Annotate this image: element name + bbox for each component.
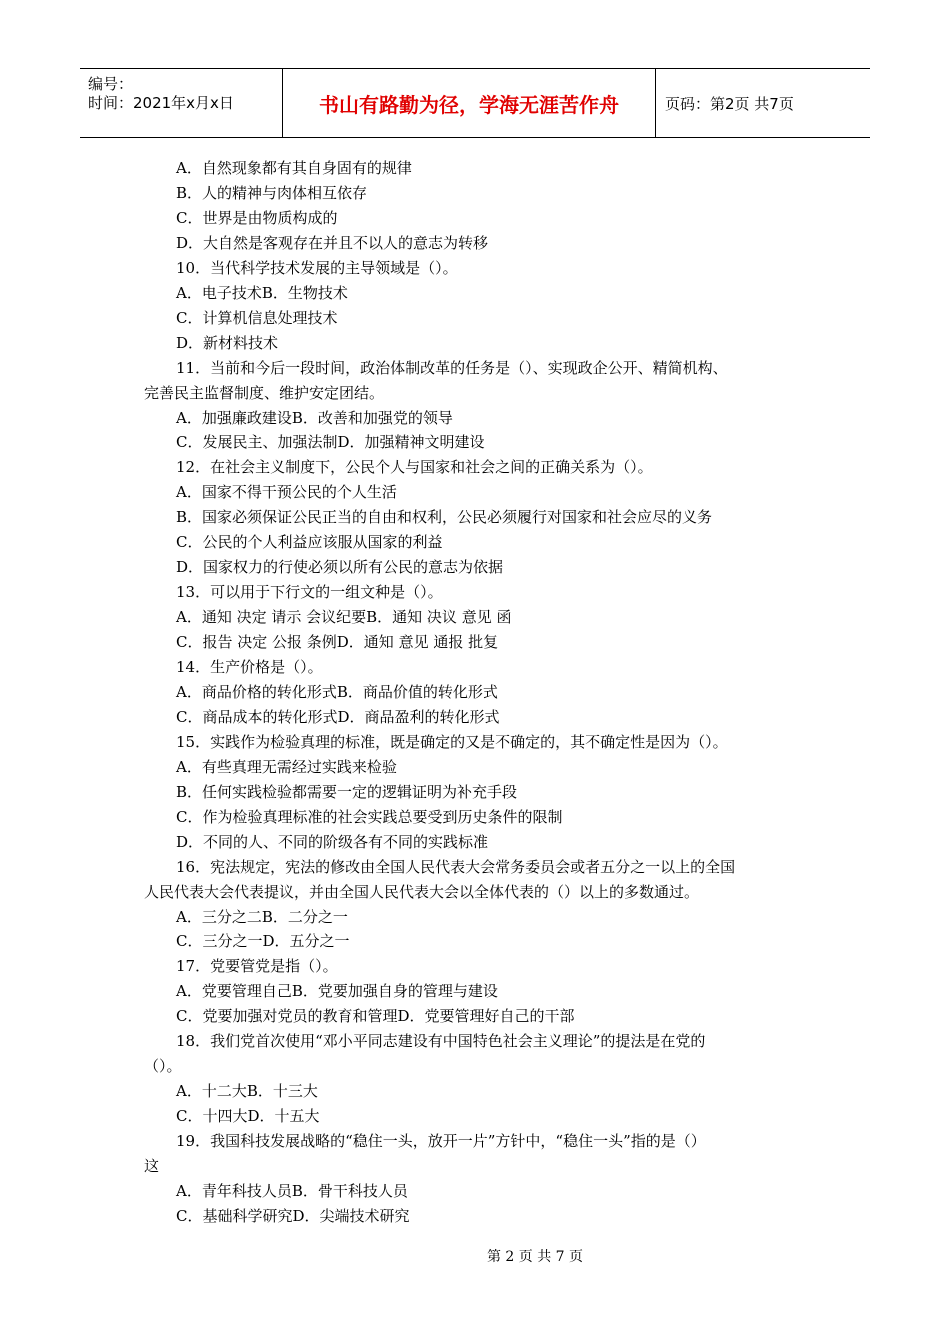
text-line: 14．生产价格是（）。 [176,658,323,676]
text-line: 15．实践作为检验真理的标准，既是确定的又是不确定的，其不确定性是因为（）。 [176,732,728,751]
text-line: A．国家不得干预公民的个人生活 [176,483,397,502]
text-line: C．三分之一D．五分之一 [176,932,350,951]
text-line: C．世界是由物质构成的 [176,208,338,227]
text-line: D．不同的人、不同的阶级各有不同的实践标准 [176,832,489,851]
text-line: C．发展民主、加强法制D．加强精神文明建设 [176,433,485,452]
text-line-continuation: 这 [144,1157,160,1175]
text-line: D．国家权力的行使必须以所有公民的意志为依据 [176,558,504,577]
text-line: A．通知 决定 请示 会议纪要B．通知 决议 意见 函 [176,608,512,627]
text-line: C．报告 决定 公报 条例D．通知 意见 通报 批复 [176,633,499,652]
text-line: B．任何实践检验都需要一定的逻辑证明为补充手段 [176,782,518,801]
text-line: A．加强廉政建设B．改善和加强党的领导 [176,408,453,427]
header-page-cell [655,69,870,137]
text-line: D．大自然是客观存在并且不以人的意志为转移 [176,233,489,252]
text-line-continuation: （）。 [144,1057,182,1076]
text-line: 11．当前和今后一段时间，政治体制改革的任务是（）、实现政企公开、精简机构、 [176,358,728,377]
text-line: C．基础科学研究D．尖端技术研究 [176,1206,410,1225]
text-line: A．十二大B．十三大 [176,1082,318,1101]
text-line: C．商品成本的转化形式D．商品盈利的转化形式 [176,707,500,726]
text-line: A．三分之二B．二分之一 [176,907,348,926]
text-line: 18．我们党首次使用“邓小平同志建设有中国特色社会主义理论”的提法是在党的 [176,1032,706,1051]
text-line: D．新材料技术 [176,333,279,352]
text-line: A．青年科技人员B．骨干科技人员 [176,1181,408,1200]
text-line-continuation: 人民代表大会代表提议，并由全国人民代表大会以全体代表的（）以上的多数通过。 [144,882,700,901]
text-line: A．党要管理自己B．党要加强自身的管理与建设 [176,982,498,1001]
text-line: A．自然现象都有其自身固有的规律 [176,159,412,177]
page-header [80,68,870,138]
text-line: B．国家必须保证公民正当的自由和权利，公民必须履行对国家和社会应尽的义务 [176,508,713,527]
text-line: A．有些真理无需经过实践来检验 [176,757,397,776]
text-line: C．党要加强对党员的教育和管理D．党要管理好自己的干部 [176,1007,575,1026]
document-date: 时间：2021年x月x日 [88,94,234,112]
text-line: C．计算机信息处理技术 [176,308,338,327]
header-motto-cell [282,69,656,137]
text-line: 17．党要管党是指（）。 [176,957,338,976]
text-line: C．公民的个人利益应该服从国家的利益 [176,533,443,552]
header-motto: 书山有路勤为径，学海无涯苦作舟 [319,92,619,117]
text-line: 10．当代科学技术发展的主导领域是（）。 [176,258,458,277]
text-line-continuation: 完善民主监督制度、维护安定团结。 [144,383,385,402]
text-line: A．电子技术B．生物技术 [176,283,348,302]
text-line: C．作为检验真理标准的社会实践总要受到历史条件的限制 [176,807,563,826]
text-line: A．商品价格的转化形式B．商品价值的转化形式 [176,682,498,701]
text-line: 19．我国科技发展战略的“稳住一头，放开一片”方针中，“稳住一头”指的是（） [176,1132,706,1151]
text-line: B．人的精神与肉体相互依存 [176,183,368,202]
text-line: 13．可以用于下行文的一组文种是（）。 [176,583,443,602]
header-left-cell [80,69,282,137]
text-line: C．十四大D．十五大 [176,1107,320,1126]
page-footer [0,1246,950,1266]
footer-page-number: 第 2 页 共 7 页 [486,1249,584,1265]
header-page-info: 页码：第2页 共7页 [665,94,794,113]
text-line: 16．宪法规定，宪法的修改由全国人民代表大会常务委员会或者五分之一以上的全国 [176,857,736,876]
document-number-label: 编号： [88,75,134,93]
text-line: 12．在社会主义制度下，公民个人与国家和社会之间的正确关系为（）。 [176,458,653,477]
